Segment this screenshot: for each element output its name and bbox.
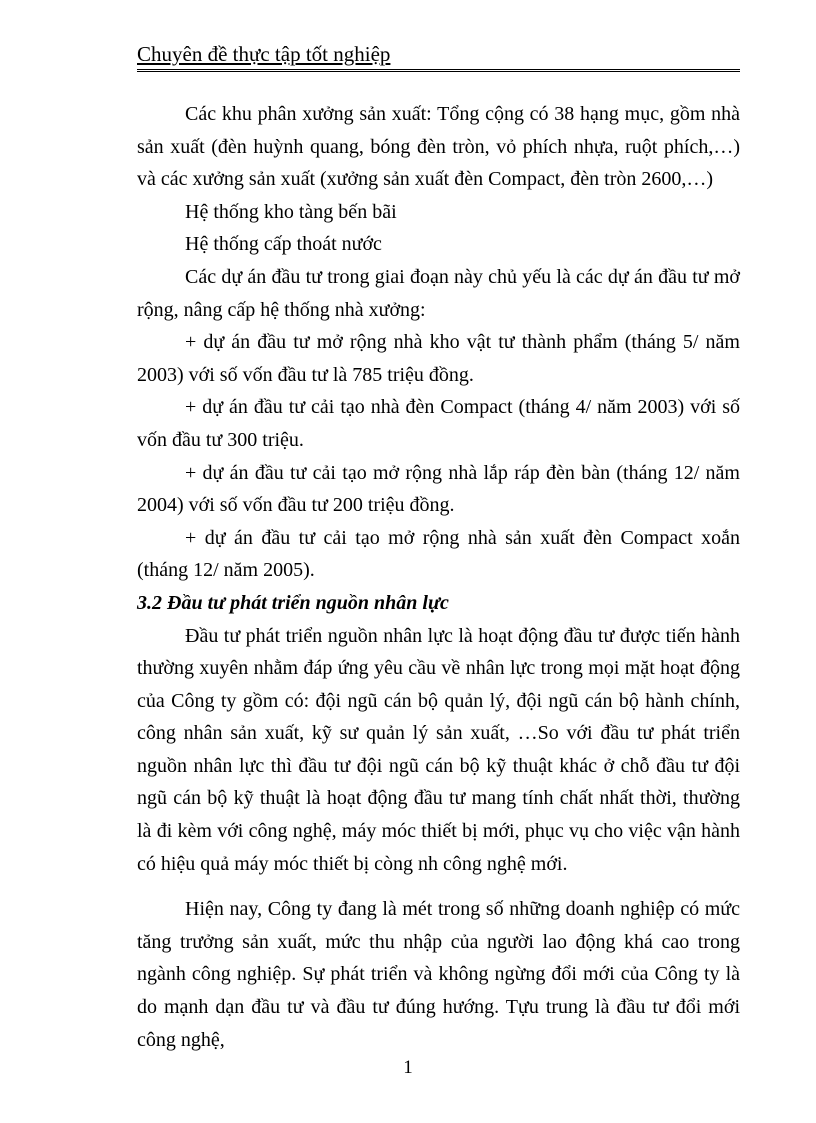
- page-footer: [0, 1057, 816, 1079]
- paragraph: Đầu tư phát triển nguồn nhân lực là hoạt động đầu tư được tiến hành thường xuyên nhằm đáp ứng yêu cầu về nhân lực trong mọi mặt hoạt động của Công ty gồm có: đội ngũ cán bộ quản lý, đội ngũ cán bộ hành chính, công nhân sản xuất, kỹ sư quản lý sản xuất, …So với đầu tư phát triển nguồn nhân lực thì đầu tư đội ngũ cán bộ kỹ thuật khác ở chỗ đầu tư đội ngũ cán bộ kỹ thuật là hoạt động đầu tư mang tính chất nhất thời, thường là đi kèm với công nghệ, máy móc thiết bị mới, phục vụ cho việc vận hành có hiệu quả máy móc thiết bị còng nh công nghệ mới.: [137, 624, 740, 875]
- paragraph: Hiện nay, Công ty đang là mét trong số những doanh nghiệp có mức tăng trưởng sản xuất, mức thu nhập của người lao động khá cao trong ngành công nghiệp. Sự phát triển và không ngừng đổi mới của Công ty là do mạnh dạn đầu tư và đầu tư đúng hướng. Tựu trung là đầu tư đổi mới công nghệ,: [137, 898, 740, 1051]
- section-heading: 3.2 Đầu tư phát triển nguồn nhân lực: [137, 591, 449, 614]
- page-number: 1: [403, 1057, 413, 1078]
- paragraph: Các dự án đầu tư trong giai đoạn này chủ yếu là các dự án đầu tư mở rộng, nâng cấp hệ thống nhà xưởng:: [137, 265, 740, 321]
- paragraph: Hệ thống cấp thoát nước: [185, 233, 382, 256]
- paragraph: + dự án đầu tư cải tạo mở rộng nhà sản xuất đèn Compact xoắn (tháng 12/ năm 2005).: [137, 526, 740, 582]
- paragraph: + dự án đầu tư mở rộng nhà kho vật tư thành phẩm (tháng 5/ năm 2003) với số vốn đầu tư là 785 triệu đồng.: [137, 331, 740, 386]
- paragraph: Hệ thống kho tàng bến bãi: [185, 200, 397, 223]
- document-body: [137, 98, 740, 1056]
- header-title: Chuyên đề thực tập tốt nghiệp: [137, 42, 391, 66]
- page-header: [137, 42, 740, 72]
- paragraph: + dự án đầu tư cải tạo mở rộng nhà lắp ráp đèn bàn (tháng 12/ năm 2004) với số vốn đầu tư 200 triệu đồng.: [137, 461, 740, 517]
- paragraph: + dự án đầu tư cải tạo nhà đèn Compact (tháng 4/ năm 2003) với số vốn đầu tư 300 triệu.: [137, 396, 740, 451]
- paragraph: Các khu phân xưởng sản xuất: Tổng cộng có 38 hạng mục, gồm nhà sản xuất (đèn huỳnh quang, bóng đèn tròn, vỏ phích nhựa, ruột phích,…) và các xưởng sản xuất (xưởng sản xuất đèn Compact, đèn tròn 2600,…): [137, 103, 740, 191]
